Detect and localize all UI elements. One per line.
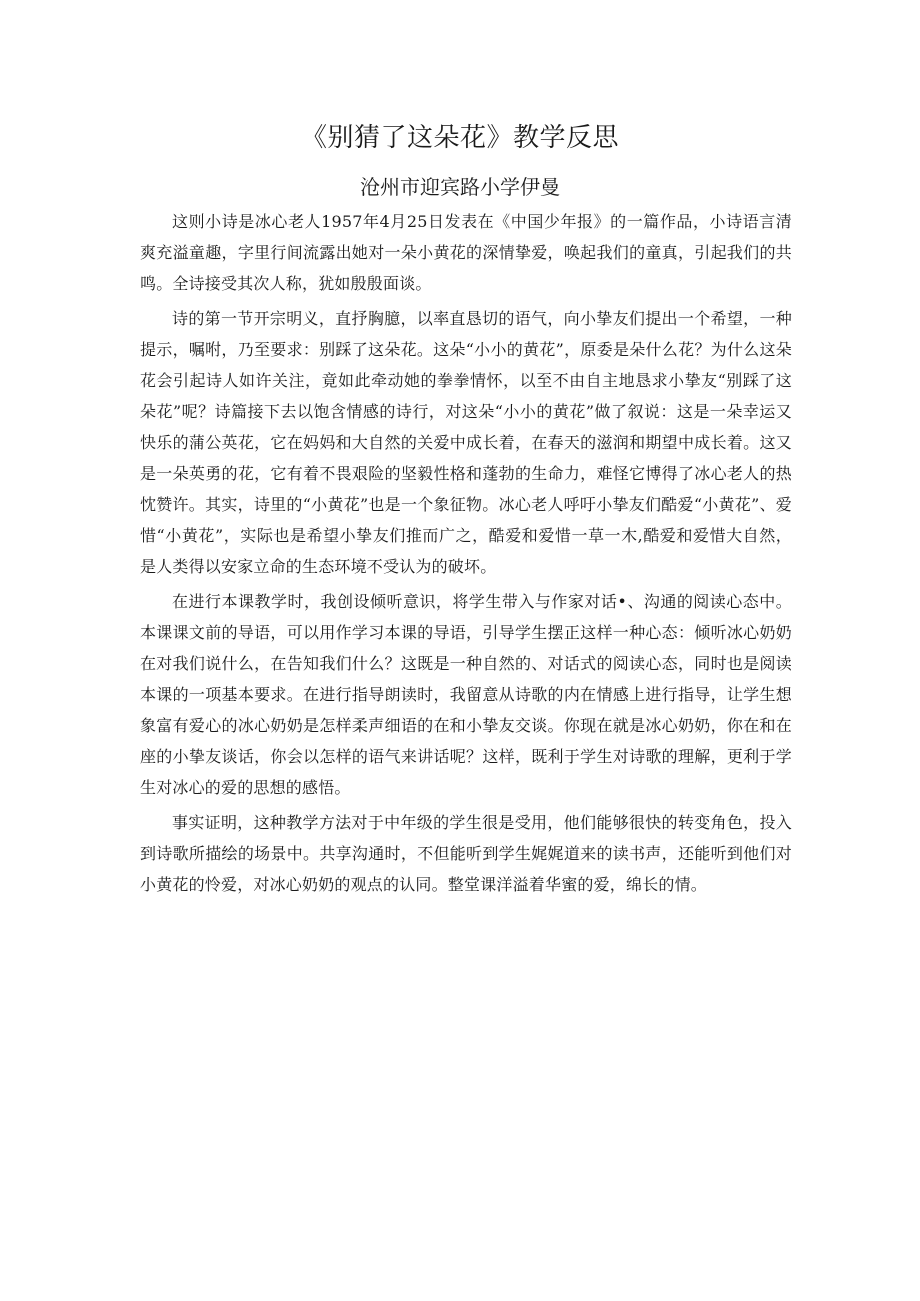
document-title: 《别猜了这朵花》教学反思: [300, 123, 619, 153]
paragraph-conclusion: 事实证明，这种教学方法对于中年级的学生很是受用，他们能够很快的转变角色，投入到诗歌所描绘的场景中。共享沟通时，不但能听到学生娓娓道来的读书声，还能听到他们对小黄花的怜爱，对冰心奶奶的观点的认同。整堂课洋溢着华蜜的爱，绵长的情。: [140, 813, 792, 894]
paragraph-intro: 这则小诗是冰心老人1957年4月25日发表在《中国少年报》的一篇作品，小诗语言清爽充溢童趣，字里行间流露出她对一朵小黄花的深情挚爱，唤起我们的童真，引起我们的共鸣。全诗接受其次人称，犹如殷殷面谈。: [140, 212, 792, 293]
author-line: 沧州市迎宾路小学伊曼: [360, 175, 560, 199]
document-body: [140, 206, 792, 904]
paragraph-analysis: 诗的第一节开宗明义，直抒胸臆，以率直恳切的语气，向小挚友们提出一个希望，一种提示，嘱咐，乃至要求：别踩了这朵花。这朵“小小的黄花”，原委是朵什么花？为什么这朵花会引起诗人如许关注，竟如此牵动她的拳拳情怀，以至不由自主地恳求小挚友“别踩了这朵花”呢？诗篇接下去以饱含情感的诗行，对这朵“小小的黄花”做了叙说：这是一朵幸运又快乐的蒲公英花，它在妈妈和大自然的关爱中成长着，在春天的滋润和期望中成长着。这又是一朵英勇的花，它有着不畏艰险的坚毅性格和蓬勃的生命力，难怪它博得了冰心老人的热忱赞许。其实，诗里的“小黄花”也是一个象征物。冰心老人呼吁小挚友们酷爱“小黄花”、爱惜“小黄花”，实际也是希望小挚友们推而广之，酷爱和爱惜一草一木,酷爱和爱惜大自然，是人类得以安家立命的生态环境不受认为的破坏。: [140, 309, 792, 576]
paragraph-teaching: 在进行本课教学时，我创设倾听意识，将学生带入与作家对话•、沟通的阅读心态中。本课课文前的导语，可以用作学习本课的导语，引导学生摆正这样一种心态：倾听冰心奶奶在对我们说什么，在告知我们什么？这既是一种自然的、对话式的阅读心态，同时也是阅读本课的一项基本要求。在进行指导朗读时，我留意从诗歌的内在情感上进行指导，让学生想象富有爱心的冰心奶奶是怎样柔声细语的在和小挚友交谈。你现在就是冰心奶奶，你在和在座的小挚友谈话，你会以怎样的语气来讲话呢？这样，既利于学生对诗歌的理解，更利于学生对冰心的爱的思想的感悟。: [140, 592, 792, 797]
